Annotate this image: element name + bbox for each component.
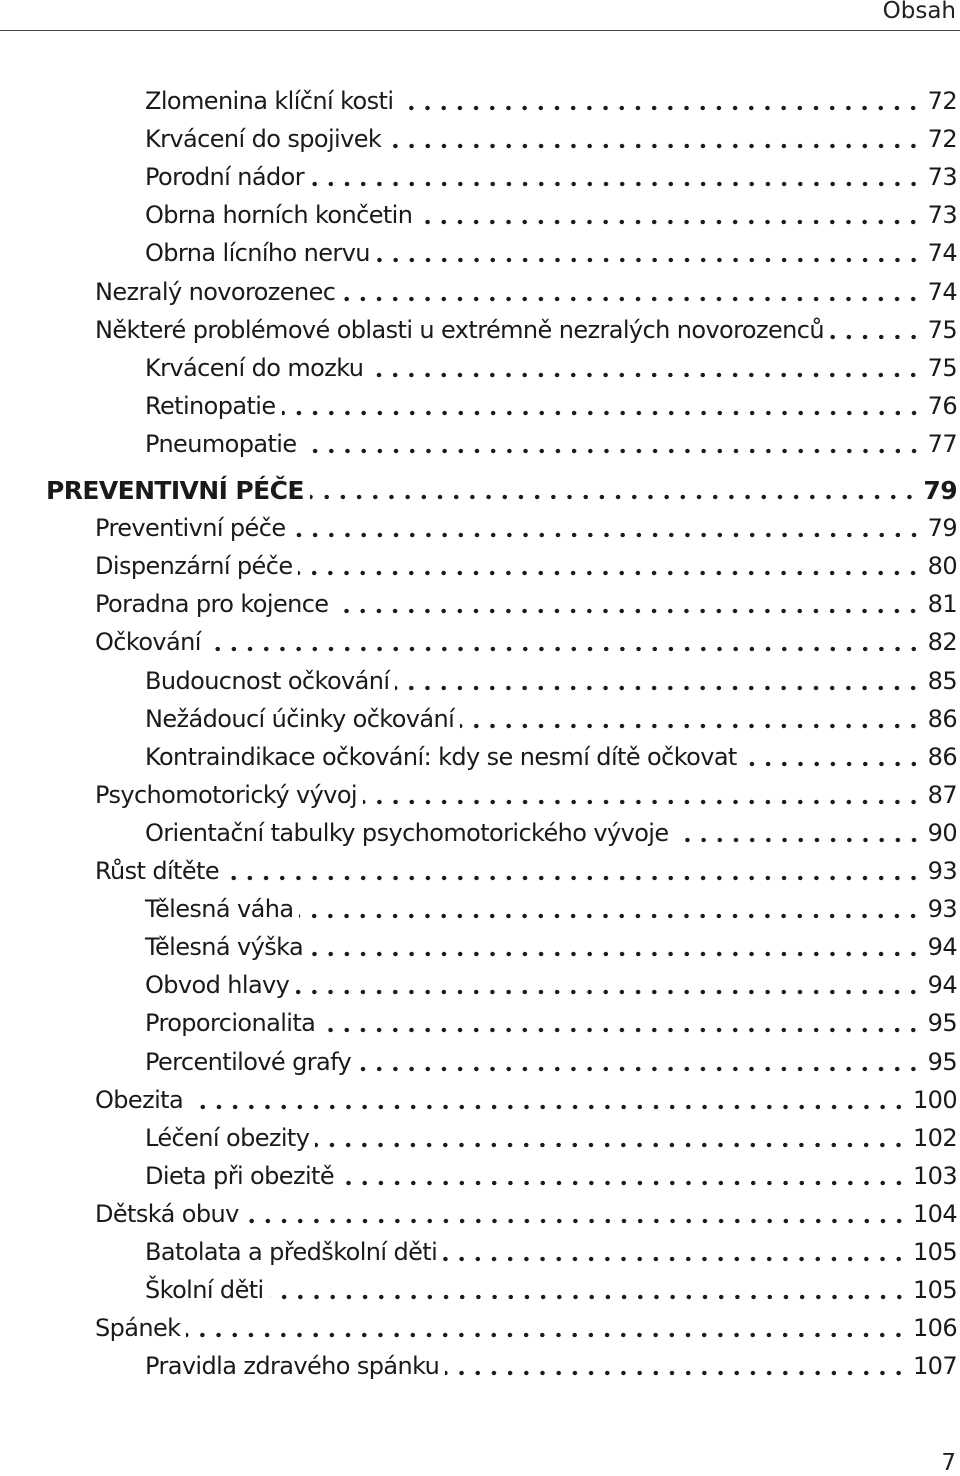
dot-leader	[363, 798, 922, 806]
toc-entry[interactable]	[0, 623, 957, 661]
toc-entry-page: 82	[927, 628, 957, 657]
toc-entry-title: Psychomotorický vývoj	[95, 780, 357, 809]
toc-entry-page: 95	[927, 1047, 957, 1076]
dot-leader	[207, 645, 922, 653]
toc-entry-page: 105	[912, 1238, 957, 1266]
toc-entry-page: 105	[912, 1276, 957, 1305]
dot-leader	[303, 447, 922, 455]
toc-entry-page: 94	[927, 971, 957, 1000]
toc-entry[interactable]	[0, 120, 957, 158]
toc-entry-title: Některé problémové oblasti u extrémně nezralých novorozenců	[95, 315, 824, 344]
toc-entry-title: Porodní nádor	[145, 163, 304, 192]
toc-entry-page: 94	[927, 933, 957, 962]
toc-entry-page: 77	[927, 429, 957, 458]
toc-entry-title: Obrna horních končetin	[145, 201, 413, 230]
toc-entry-title: Dispenzární péče	[95, 552, 293, 581]
toc-entry[interactable]	[0, 1157, 957, 1195]
toc-entry[interactable]	[0, 349, 957, 387]
toc-entry-page: 73	[927, 163, 957, 192]
toc-entry[interactable]	[0, 928, 957, 966]
dot-leader	[225, 874, 922, 882]
toc-entry-title: Očkování	[95, 628, 201, 657]
dot-leader	[295, 988, 921, 996]
toc-entry-title: Dieta při obezitě	[145, 1161, 334, 1190]
toc-entry-page: 74	[927, 239, 957, 268]
toc-entry-page: 102	[912, 1123, 957, 1152]
toc-entry-title: PREVENTIVNÍ PÉČE	[46, 475, 304, 505]
toc-entry[interactable]	[0, 662, 957, 700]
dot-leader	[341, 295, 921, 303]
toc-entry-title: Pravidla zdravého spánku	[145, 1352, 440, 1381]
toc-entry-title: Obvod hlavy	[145, 971, 290, 1000]
dot-leader	[321, 1026, 921, 1034]
toc-entry[interactable]	[0, 387, 957, 425]
dot-leader	[189, 1103, 907, 1111]
toc-entry[interactable]	[0, 1004, 957, 1042]
dot-leader	[460, 722, 921, 730]
dot-leader	[387, 142, 921, 150]
toc-entry-page: 87	[927, 780, 957, 809]
toc-entry-title: Orientační tabulky psychomotorického vývoje	[145, 818, 669, 847]
toc-entry-title: Batolata a předškolní děti	[145, 1238, 438, 1266]
dot-leader	[830, 333, 922, 341]
toc-entry-title: Školní děti	[145, 1276, 264, 1305]
dot-leader	[334, 607, 921, 615]
toc-entry[interactable]	[0, 425, 957, 463]
toc-section-heading[interactable]	[0, 471, 957, 509]
toc-entry[interactable]	[0, 700, 957, 738]
toc-entry-page: 86	[927, 742, 957, 771]
page-number: 7	[941, 1450, 956, 1476]
toc-entry[interactable]	[0, 82, 957, 120]
toc-entry[interactable]	[0, 585, 957, 623]
toc-entry[interactable]	[0, 738, 957, 776]
toc-entry-title: Proporcionalita	[145, 1009, 316, 1038]
toc-entry[interactable]	[0, 890, 957, 928]
toc-entry-page: 75	[927, 315, 957, 344]
toc-entry-title: Obezita	[95, 1085, 184, 1114]
toc-entry-title: Nežádoucí účinky očkování	[145, 704, 455, 733]
toc-entry-title: Percentilové grafy	[145, 1047, 352, 1076]
dot-leader	[270, 1293, 907, 1301]
toc-entry-title: Tělesná výška	[145, 933, 304, 962]
toc-entry[interactable]	[0, 158, 957, 196]
dot-leader	[395, 684, 921, 692]
toc-entry-page: 95	[927, 1009, 957, 1038]
toc-entry-page: 80	[927, 552, 957, 581]
running-head-title: Obsah	[882, 0, 956, 24]
toc-entry-page: 76	[927, 391, 957, 420]
toc-entry-title: Tělesná váha	[145, 895, 294, 924]
toc-entry[interactable]	[0, 814, 957, 852]
dot-leader	[357, 1065, 921, 1073]
dot-leader	[298, 569, 921, 577]
toc-entry[interactable]	[0, 1309, 957, 1347]
dot-leader	[245, 1217, 907, 1225]
toc-entry[interactable]	[0, 776, 957, 814]
toc-entry-title: Spánek	[95, 1314, 181, 1343]
toc-entry-page: 106	[912, 1314, 957, 1343]
dot-leader	[376, 256, 922, 264]
toc-entry[interactable]	[0, 234, 957, 272]
dot-leader	[309, 950, 922, 958]
dot-leader	[299, 912, 921, 920]
dot-leader	[315, 1141, 907, 1149]
toc-entry[interactable]	[0, 547, 957, 585]
toc-entry-title: Růst dítěte	[95, 857, 220, 885]
toc-entry-title: Krvácení do spojivek	[145, 125, 382, 154]
dot-leader	[675, 836, 922, 844]
toc-entry-page: 72	[927, 87, 957, 115]
toc-entry-title: Krvácení do mozku	[145, 353, 364, 382]
toc-entry-page: 103	[912, 1161, 957, 1190]
toc-entry-page: 90	[927, 818, 957, 847]
toc-entry-page: 74	[927, 277, 957, 306]
dot-leader	[443, 1255, 907, 1263]
dot-leader	[340, 1179, 907, 1187]
toc-entry[interactable]	[0, 1043, 957, 1081]
toc-entry-title: Léčení obezity	[145, 1123, 310, 1152]
toc-entry[interactable]	[0, 196, 957, 234]
toc-entry-page: 100	[912, 1085, 957, 1114]
dot-leader	[418, 218, 921, 226]
toc-entry-page: 75	[927, 353, 957, 382]
toc-entry-page: 107	[912, 1352, 957, 1381]
dot-leader	[186, 1331, 907, 1339]
toc-entry-title: Dětská obuv	[95, 1199, 239, 1228]
toc-entry[interactable]	[0, 1347, 957, 1385]
toc-entry[interactable]	[0, 1195, 957, 1233]
dot-leader	[445, 1369, 907, 1377]
dot-leader	[399, 104, 921, 112]
toc-entry[interactable]	[0, 966, 957, 1004]
toc-entry-page: 73	[927, 201, 957, 230]
toc-entry-page: 93	[927, 857, 957, 885]
toc-entry-title: Zlomenina klíční kosti	[145, 87, 394, 115]
toc-entry-title: Retinopatie	[145, 391, 276, 420]
toc-entry-page: 93	[927, 895, 957, 924]
toc-entry-title: Preventivní péče	[95, 514, 286, 543]
toc-entry-page: 81	[927, 590, 957, 619]
dot-leader	[743, 760, 922, 768]
dot-leader	[282, 409, 922, 417]
dot-leader	[369, 371, 921, 379]
dot-leader	[310, 180, 922, 188]
header-divider	[0, 30, 960, 31]
toc-entry[interactable]	[0, 311, 957, 349]
toc-entry-page: 79	[927, 514, 957, 543]
toc-entry-title: Poradna pro kojence	[95, 590, 329, 619]
toc-entry-title: Kontraindikace očkování: kdy se nesmí dítě očkovat	[145, 742, 737, 771]
toc-entry[interactable]	[0, 1233, 957, 1271]
toc-entry-page: 72	[927, 125, 957, 154]
toc-entry[interactable]	[0, 1081, 957, 1119]
toc-entry[interactable]	[0, 509, 957, 547]
toc-entry-title: Budoucnost očkování	[145, 666, 390, 695]
toc-entry[interactable]	[0, 852, 957, 890]
dot-leader	[310, 493, 918, 501]
toc-entry[interactable]	[0, 1271, 957, 1309]
toc-entry-title: Obrna lícního nervu	[145, 239, 370, 268]
toc-entry[interactable]	[0, 273, 957, 311]
dot-leader	[292, 531, 922, 539]
toc-entry-page: 86	[927, 704, 957, 733]
toc-entry-title: Pneumopatie	[145, 429, 297, 458]
toc-entry-page: 79	[923, 475, 957, 505]
toc-entry-title: Nezralý novorozenec	[95, 277, 336, 306]
toc-entry-page: 85	[927, 666, 957, 695]
toc-entry-page: 104	[912, 1199, 957, 1228]
toc-entry[interactable]	[0, 1119, 957, 1157]
